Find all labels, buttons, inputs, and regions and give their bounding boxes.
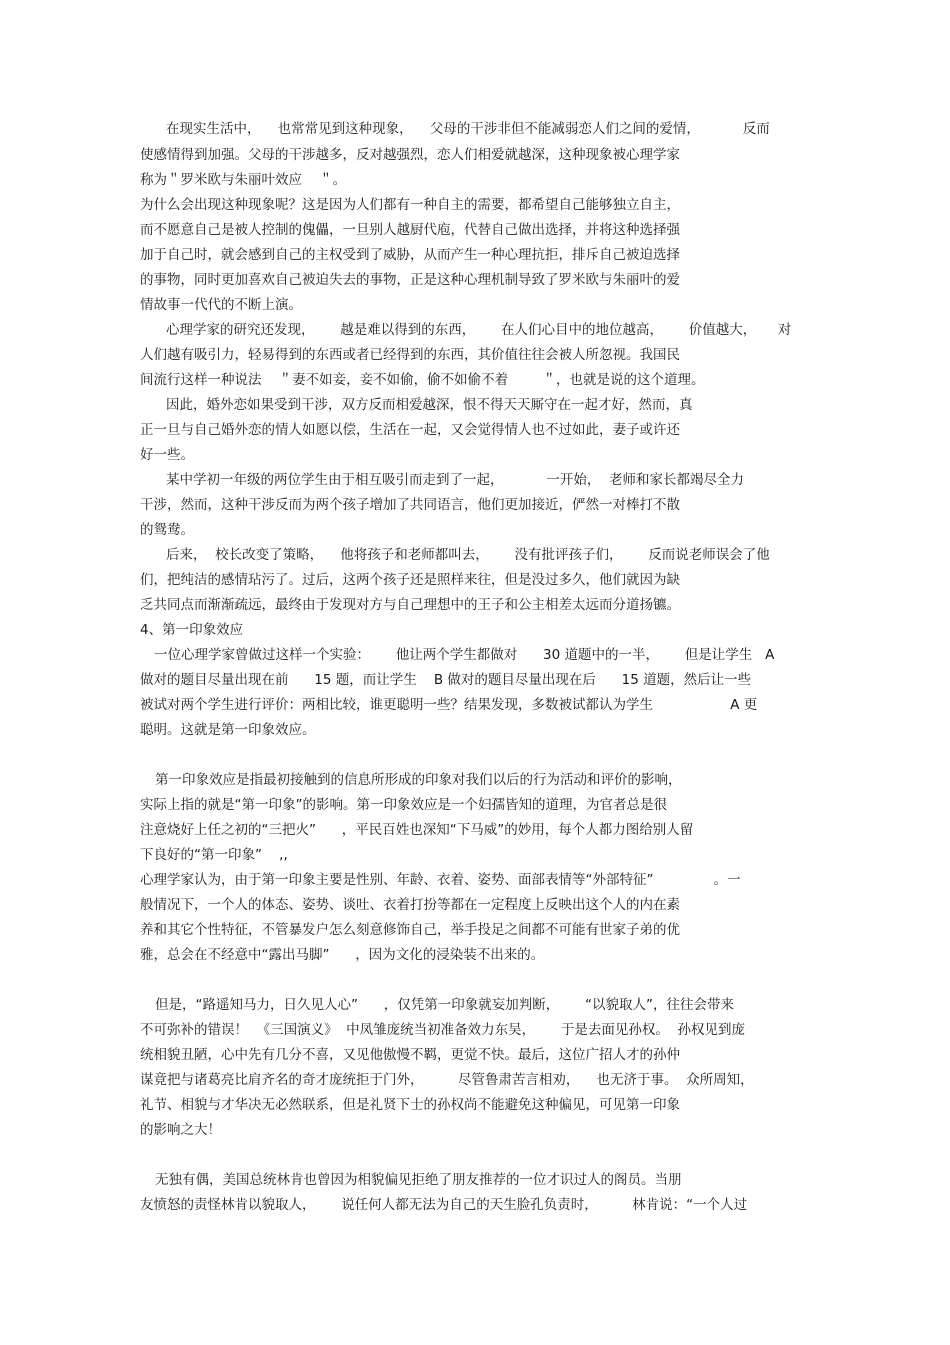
text-line: 雅，总会在不经意中“露出马脚” ，因为文化的浸染装不出来的。 xyxy=(140,947,545,963)
text-line: 第一印象效应是指最初接触到的信息所形成的印象对我们以后的行为活动和评价的影响， xyxy=(155,772,682,788)
text-line: 们，把纯洁的感情玷污了。过后，这两个孩子还是照样来往，但是没过多久，他们就因为缺 xyxy=(140,572,680,588)
text-line: 间流行这样一种说法 ＂妻不如妾，妾不如偷，偷不如偷不着 ＂，也就是说的这个道理。 xyxy=(140,372,705,388)
text-line: 使感情得到加强。父母的干涉越多，反对越强烈，恋人们相爱就越深，这种现象被心理学家 xyxy=(140,147,680,163)
text-line: 人们越有吸引力，轻易得到的东西或者已经得到的东西，其价值往往会被人所忽视。我国民 xyxy=(140,347,680,363)
text-line: 干涉，然而，这种干涉反而为两个孩子增加了共同语言，他们更加接近，俨然一对棒打不散 xyxy=(140,497,680,513)
text-line: 称为＂罗米欧与朱丽叶效应 ＂。 xyxy=(140,172,347,188)
text-line: 一位心理学家曾做过这样一个实验： 他让两个学生都做对 30 道题中的一半， 但是让学生 A xyxy=(154,647,775,663)
text-line: 不可弥补的错误！ 《三国演义》 中凤雏庞统当初准备效力东吴， 于是去面见孙权。 孙权见到庞 xyxy=(140,1022,745,1038)
text-line: 因此，婚外恋如果受到干涉，双方反而相爱越深，恨不得天天厮守在一起才好，然而，真 xyxy=(166,397,693,413)
text-line: 情故事一代代的不断上演。 xyxy=(140,297,302,313)
text-line: 注意烧好上任之初的“三把火” ，平民百姓也深知“下马威”的妙用，每个人都力图给别人留 xyxy=(140,822,694,838)
text-line: 而不愿意自己是被人控制的傀儡，一旦别人越厨代庖，代替自己做出选择，并将这种选择强 xyxy=(140,222,680,238)
text-line: 加于自己时，就会感到自己的主权受到了威胁，从而产生一种心理抗拒，排斥自己被迫选择 xyxy=(140,247,680,263)
text-line: 般情况下，一个人的体态、姿势、谈吐、衣着打扮等都在一定程度上反映出这个人的内在素 xyxy=(140,897,680,913)
section-heading: 4、第一印象效应 xyxy=(140,622,244,638)
text-line: 为什么会出现这种现象呢？这是因为人们都有一种自主的需要，都希望自己能够独立自主， xyxy=(140,197,680,213)
text-line: 友愤怒的责怪林肯以貌取人， 说任何人都无法为自己的天生脸孔负责时， 林肯说：“一个人过 xyxy=(140,1197,748,1213)
text-line: 的影响之大！ xyxy=(140,1122,221,1138)
text-line: 正一旦与自己婚外恋的情人如愿以偿，生活在一起，又会觉得情人也不过如此，妻子或许还 xyxy=(140,422,680,438)
text-line: 养和其它个性特征，不管暴发户怎么刻意修饰自己，举手投足之间都不可能有世家子弟的优 xyxy=(140,922,680,938)
text-line: 做对的题目尽量出现在前 15 题，而让学生 B 做对的题目尽量出现在后 15 道题，然后让一些 xyxy=(140,672,752,688)
text-line: 后来， 校长改变了策略， 他将孩子和老师都叫去， 没有批评孩子们， 反而说老师误会了他 xyxy=(166,547,770,563)
text-line: 实际上指的就是“第一印象”的影响。第一印象效应是一个妇孺皆知的道理，为官者总是很 xyxy=(140,797,667,813)
text-line: 但是，“路遥知马力，日久见人心” ，仅凭第一印象就妄加判断， “以貌取人”，往往会带来 xyxy=(155,997,734,1013)
text-line: 的事物，同时更加喜欢自己被迫失去的事物，正是这种心理机制导致了罗米欧与朱丽叶的爱 xyxy=(140,272,680,288)
text-line: 统相貌丑陋，心中先有几分不喜，又见他傲慢不羁，更觉不快。最后，这位广招人才的孙仲 xyxy=(140,1047,680,1063)
text-line: 好一些。 xyxy=(140,447,194,463)
text-line: 心理学家的研究还发现， 越是难以得到的东西， 在人们心目中的地位越高， 价值越大， 对 xyxy=(166,322,792,338)
text-line: 聪明。这就是第一印象效应。 xyxy=(140,722,316,738)
text-line: 下良好的“第一印象” ,, xyxy=(140,847,288,863)
text-line: 礼节、相貌与才华决无必然联系，但是礼贤下士的孙权尚不能避免这种偏见，可见第一印象 xyxy=(140,1097,680,1113)
text-line: 谋竟把与诸葛亮比肩齐名的奇才庞统拒于门外， 尽管鲁肃苦言相劝， 也无济于事。 众所周知， xyxy=(140,1072,754,1088)
text-line: 被试对两个学生进行评价：两相比较，谁更聪明一些？结果发现，多数被试都认为学生 A 更 xyxy=(140,697,758,713)
text-line: 无独有偶，美国总统林肯也曾因为相貌偏见拒绝了朋友推荐的一位才识过人的阁员。当朋 xyxy=(155,1172,682,1188)
text-line: 的鸳鸯。 xyxy=(140,522,194,538)
text-line: 乏共同点而渐渐疏远，最终由于发现对方与自己理想中的王子和公主相差太远而分道扬镳。 xyxy=(140,597,680,613)
text-line: 某中学初一年级的两位学生由于相互吸引而走到了一起， 一开始， 老师和家长都竭尽全力 xyxy=(166,472,744,488)
text-line: 心理学家认为，由于第一印象主要是性别、年龄、衣着、姿势、面部表情等“外部特征” 。一 xyxy=(140,872,741,888)
text-line: 在现实生活中， 也常常见到这种现象， 父母的干涉非但不能减弱恋人们之间的爱情， 反而 xyxy=(166,121,770,137)
